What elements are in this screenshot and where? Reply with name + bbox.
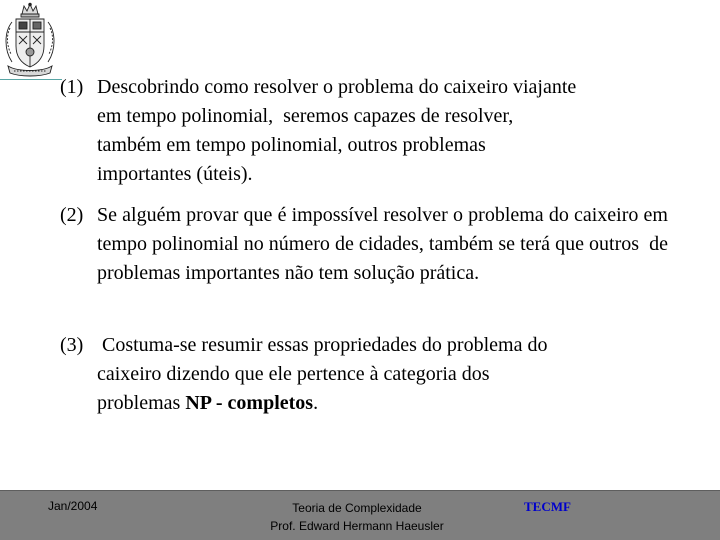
- slide-footer: [0, 490, 720, 540]
- list-item-1: [60, 73, 680, 189]
- np-complete-emphasis: NP - completos: [185, 392, 314, 414]
- item-line-prefix: problemas: [97, 392, 186, 414]
- item-number: (2): [60, 204, 84, 226]
- list-item-2: [60, 201, 673, 288]
- coat-of-arms-logo: [2, 2, 58, 80]
- item-text: [60, 73, 680, 189]
- item-text: [60, 331, 680, 418]
- item-line: Costuma-se resumir essas propriedades do problema do: [97, 334, 548, 356]
- item-line-suffix: .: [313, 392, 319, 414]
- header-rule: [0, 79, 62, 80]
- item-number: (3): [60, 334, 84, 356]
- item-line: em tempo polinomial, seremos capazes de resolver,: [97, 105, 514, 127]
- footer-center: [232, 499, 482, 535]
- item-number: (1): [60, 76, 84, 98]
- footer-professor: Prof. Edward Hermann Haeusler: [270, 519, 444, 533]
- item-line: também em tempo polinomial, outros problemas: [97, 134, 486, 156]
- footer-brand: TECMF: [524, 499, 571, 514]
- item-line: caixeiro dizendo que ele pertence à categoria dos: [97, 363, 490, 385]
- item-line: [97, 389, 680, 418]
- footer-course: Teoria de Complexidade: [292, 501, 422, 515]
- item-text: Se alguém provar que é impossível resolver o problema do caixeiro em tempo polinomial no número de cidades, também se terá que outros de problemas importantes não tem solução prática.: [97, 204, 673, 284]
- item-line: importantes (úteis).: [97, 163, 253, 185]
- list-item-3: [60, 331, 680, 418]
- item-line: Descobrindo como resolver o problema do caixeiro viajante: [97, 76, 577, 98]
- footer-date: Jan/2004: [48, 499, 98, 513]
